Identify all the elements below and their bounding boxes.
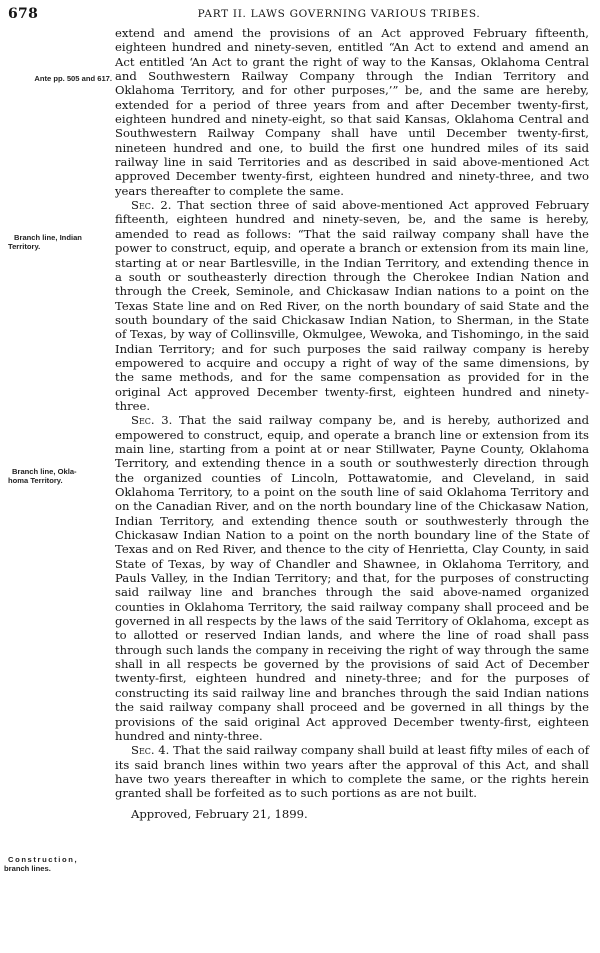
document-body xyxy=(115,26,589,821)
margin-note-branch-indian-territory xyxy=(8,233,112,251)
margin-note-ante xyxy=(0,75,112,84)
section-4-paragraph xyxy=(115,743,589,800)
section-label: Sec. 2. xyxy=(131,198,172,213)
section-text: That the said railway company be, and is hereby, authorized and empowered to construct, equip, and operate a branch line or extension from its main line, starting from a point at or near Stillwater, Payne County, Oklahoma Territory, and extending thence in a south or southwesterly direction through the organized counties of Lincoln, Pottawatomie, and Cleveland, in said Oklahoma Territory, to a point on the south line of said Oklahoma Territory and on the Canadian River, and on the north boundary line of the Chickasaw Nation, Indian Territory, and extending thence south or southwesterly through the Chickasaw Indian Nation to a point on the north boundary line of the State of Texas and on Red River, and thence to the city of Henrietta, Clay County, in said State of Texas, by way of Chandler and Shawnee, in Oklahoma Territory, and Pauls Valley, in the Indian Territory; and that, for the purposes of constructing said railway line and branches through the said above-named organized counties in Oklahoma Territory, the said railway company shall proceed and be governed in all respects by the laws of the said Territory of Oklahoma, except as to allotted or reserved Indian lands, and where the line of road shall pass through such lands the company in receiving the right of way through the same shall in all respects be governed by the provisions of said Act of December twenty-first, eighteen hundred and ninety-three; and for the purposes of constructing its said railway line and branches through the said Indian nations the said railway company shall proceed and be governed in all things by the provisions of the said original Act approved December twenty-first, eighteen hundred and ninty-three. xyxy=(115,413,590,743)
section-2-paragraph xyxy=(115,198,589,413)
approved-line: Approved, February 21, 1899. xyxy=(131,806,308,821)
section-text: That section three of said above-mentioned Act approved February fifteenth, eighteen hundred and ninety-seven, be, and the same is hereby, amended to read as follows: “That the said railway company shall have the power to construct, equip, and operate a branch or extension from its main line, starting at or near Bartlesville, in the Indian Territory, and extending thence in a south or southeasterly direction through the Cherokee Indian Nation and through the Creek, Seminole, and Chickasaw Indian nations to a point on the Texas State line and on Red River, on the north boundary of said State and the south boundary of the said Chickasaw Indian Nation, to Sherman, in the State of Texas, by way of Collinsville, Okmulgee, Wewoka, and Tishomingo, in the said Indian Territory; and for such purposes the said railway company is hereby empowered to acquire and occupy a right of way of the same dimensions, by the same methods, and for the same compensation as provided for in the original Act approved December twenty-first, eighteen hundred and ninety-three. xyxy=(115,198,589,413)
margin-note-line: homa Territory. xyxy=(8,475,63,485)
margin-note-branch-oklahoma-territory xyxy=(8,467,112,485)
margin-note-line: Construction, xyxy=(8,855,79,864)
section-text: That the said railway company shall build at least fifty miles of each of its said branch lines within two years after the approval of this Act, and shall have two years thereafter in which to complete the same, or the rights herein granted shall be forfeited as to such portions as are not built. xyxy=(115,743,590,801)
margin-note-line: branch lines. xyxy=(4,863,51,873)
section-label: Sec. 4. xyxy=(131,743,170,758)
margin-note-line: Branch line, Indian xyxy=(14,233,82,242)
page-number: 678 xyxy=(8,6,39,22)
running-head: PART II. LAWS GOVERNING VARIOUS TRIBES. xyxy=(197,8,481,20)
margin-note-line: Territory. xyxy=(8,241,41,251)
section-3-paragraph xyxy=(115,413,589,743)
margin-note-line: Branch line, Okla- xyxy=(12,467,77,476)
section-label: Sec. 3. xyxy=(131,413,173,428)
margin-note-construction xyxy=(4,855,112,873)
margin-notes xyxy=(0,0,112,953)
intro-paragraph: extend and amend the provisions of an Act approved February fifteenth, eighteen hundred and ninety-seven, entitled “An Act to extend and amend an Act entitled ‘An Act to grant the right of way to the Kansas, Oklahoma Central and Southwestern Railway Company through the Indian Territory and Oklahoma Territory, and for other purposes,’” be, and the same are hereby, extended for a period of three years from and after December twenty-first, eighteen hundred and ninety-eight, so that said Kansas, Oklahoma Central and Southwestern Railway Company shall have until December twenty-first, nineteen hundred and one, to build the first one hundred miles of its said railway line in said Territories and as described in said above-mentioned Act approved December twenty-first, eighteen hundred and ninety-three, and two years thereafter to complete the same. xyxy=(115,26,589,198)
margin-note-ante-line-1: Ante pp. 505 and 617. xyxy=(34,74,112,83)
